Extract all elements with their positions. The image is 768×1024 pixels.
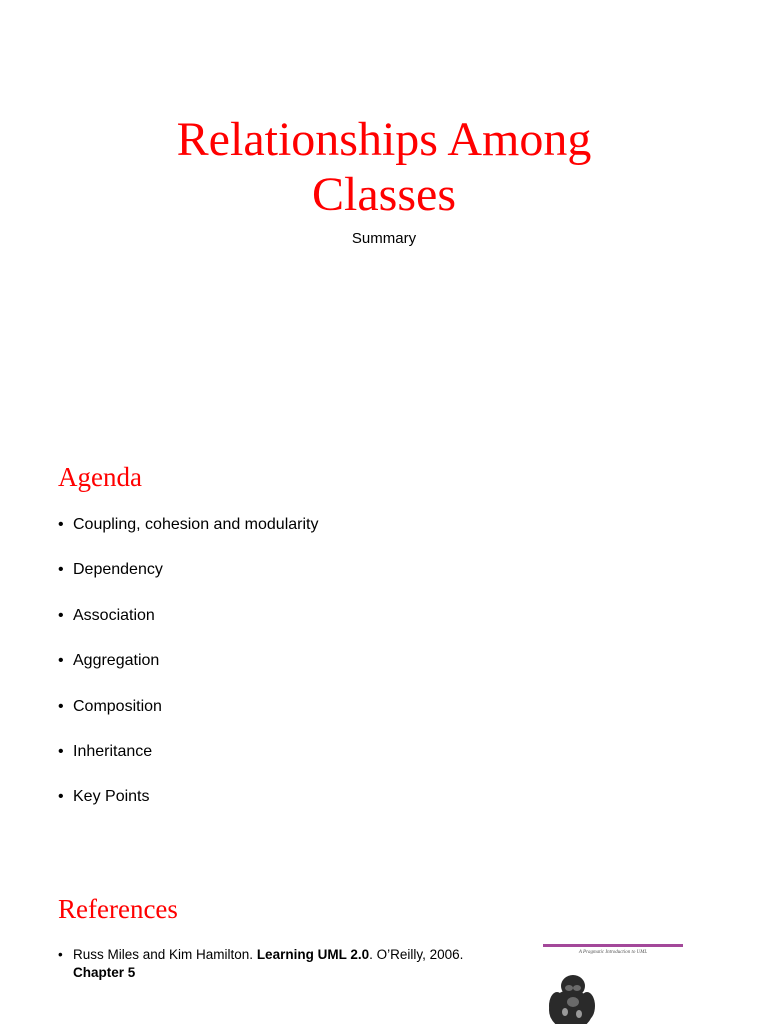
- list-item-label: Aggregation: [73, 652, 160, 670]
- bullet-icon: •: [58, 697, 64, 715]
- list-item-label: Inheritance: [73, 742, 153, 760]
- agenda-heading: Agenda: [58, 462, 142, 492]
- slide-title-line1: Relationships Among: [176, 113, 592, 166]
- reference-publisher: . O’Reilly, 2006.: [369, 947, 464, 962]
- agenda-list: [58, 514, 318, 832]
- bullet-icon: •: [58, 516, 64, 533]
- list-item: [58, 696, 318, 741]
- references-heading: References: [58, 894, 178, 924]
- bullet-icon: •: [58, 947, 63, 962]
- book-tagline: A Pragmatic Introduction to UML: [578, 950, 648, 955]
- slide-subtitle: Summary: [351, 230, 417, 247]
- bullet-icon: •: [58, 606, 64, 624]
- book-cover: [543, 944, 683, 1024]
- reference-entry: [58, 946, 513, 982]
- reference-title: Learning UML 2.0: [256, 947, 370, 962]
- slide-title: [0, 112, 768, 222]
- bullet-icon: •: [58, 561, 64, 579]
- list-item-label: Key Points: [73, 788, 150, 806]
- references-slide: [0, 870, 768, 1024]
- list-item: [58, 786, 318, 831]
- list-item-label: Association: [73, 606, 155, 624]
- title-slide: [0, 0, 768, 430]
- list-item: [58, 650, 318, 695]
- bullet-icon: •: [58, 652, 64, 670]
- slide-title-line2: Classes: [312, 168, 456, 221]
- agenda-slide: [0, 430, 768, 870]
- gorilla-cover-icon: [543, 944, 683, 1024]
- list-item: [58, 741, 318, 786]
- list-item: [58, 559, 318, 604]
- bullet-icon: •: [58, 742, 64, 760]
- list-item-label: Dependency: [73, 561, 163, 579]
- reference-chapter: Chapter 5: [73, 965, 136, 980]
- bullet-icon: •: [58, 788, 64, 806]
- list-item-label: Coupling, cohesion and modularity: [73, 516, 319, 533]
- list-item: [58, 514, 318, 559]
- list-item-label: Composition: [73, 697, 162, 715]
- reference-authors: Russ Miles and Kim Hamilton.: [73, 947, 257, 962]
- list-item: [58, 605, 318, 650]
